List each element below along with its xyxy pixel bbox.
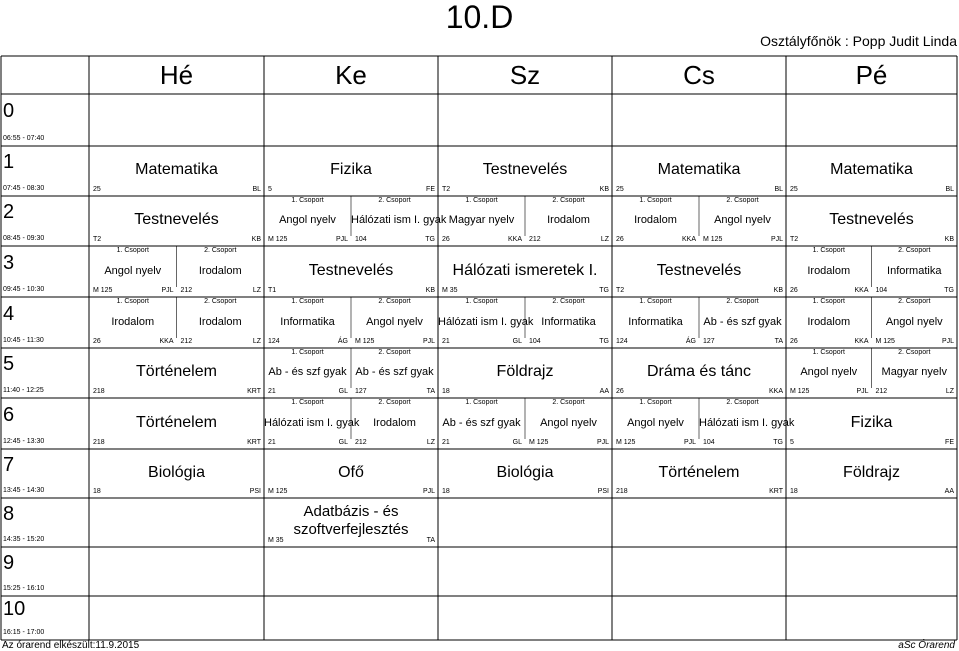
lesson-room: T1 <box>268 287 277 294</box>
group-label: 1. Csoport <box>291 399 324 406</box>
lesson-teacher: PJL <box>770 236 783 243</box>
lesson-room: 26 <box>616 388 624 395</box>
lesson-room: 21 <box>268 439 276 446</box>
class-title: 10.D <box>445 0 514 35</box>
lesson-teacher: LZ <box>426 439 435 446</box>
period-number: 5 <box>3 353 15 375</box>
lesson-room: 21 <box>442 338 450 345</box>
lesson-room: 212 <box>180 287 193 294</box>
group-label: 1. Csoport <box>465 298 498 305</box>
lesson-subject: Ofő <box>338 463 364 481</box>
group-label: 2. Csoport <box>552 197 585 204</box>
lesson-room: 124 <box>268 338 280 345</box>
lesson-room: 212 <box>180 338 193 345</box>
period-number: 6 <box>3 403 15 426</box>
lesson-room: T2 <box>442 186 451 193</box>
day-header-2: Sz <box>509 60 541 90</box>
day-header-4: Pé <box>855 60 888 90</box>
lesson-room: 25 <box>616 186 624 193</box>
lesson-subject: Ab - és szf gyak <box>703 315 782 328</box>
lesson-room: 212 <box>529 236 541 243</box>
lesson-room: M 125 <box>703 236 723 243</box>
lesson-teacher: PJL <box>596 439 609 446</box>
period-number: 3 <box>3 251 15 274</box>
period-time: 07:45 - 08:30 <box>3 185 45 192</box>
lesson-subject: Angol nyelv <box>366 315 423 328</box>
lesson-room: 212 <box>355 439 367 446</box>
period-time: 11:40 - 12:25 <box>3 387 44 394</box>
group-label: 2. Csoport <box>204 247 237 254</box>
lesson-teacher: PJL <box>422 338 435 345</box>
lesson-room: 26 <box>790 287 798 294</box>
lesson-subject: Biológia <box>148 463 205 481</box>
lesson-subject: Ab - és szf gyak <box>268 366 347 378</box>
lesson-subject: Informatika <box>280 315 335 328</box>
lesson-room: 104 <box>355 236 367 243</box>
lesson-subject: Ab - és szf gyak <box>355 366 434 378</box>
lesson-teacher: FE <box>945 439 954 446</box>
lesson-teacher: GL <box>512 439 522 446</box>
lesson-room: 5 <box>790 439 794 446</box>
lesson-teacher: KB <box>773 287 783 294</box>
group-label: 2. Csoport <box>726 399 759 406</box>
lesson-subject: Angol nyelv <box>104 264 162 277</box>
lesson-subject: Irodalom <box>547 214 590 226</box>
period-number: 9 <box>3 551 15 574</box>
lesson-subject: Angol nyelv <box>627 416 684 429</box>
lesson-teacher: PJL <box>683 439 696 446</box>
lesson-subject: Történelem <box>136 413 217 431</box>
lesson-subject: Adatbázis - és szoftverfejlesztés <box>293 502 409 538</box>
group-label: 1. Csoport <box>116 247 149 254</box>
lesson-room: 212 <box>875 388 888 395</box>
lesson-teacher: PJL <box>422 488 435 495</box>
lesson-subject: Történelem <box>136 363 217 380</box>
lesson-subject: Testnevelés <box>829 211 914 228</box>
lesson-room: M 125 <box>268 236 288 243</box>
lesson-subject: Dráma és tánc <box>646 363 752 380</box>
lesson-room: T2 <box>93 236 102 243</box>
lesson-room: M 125 <box>268 488 288 495</box>
lesson-subject: Biológia <box>496 463 554 481</box>
lesson-subject: Történelem <box>658 463 740 481</box>
period-number: 7 <box>3 453 15 476</box>
group-label: 1. Csoport <box>116 298 149 305</box>
lesson-subject: Irodalom <box>807 315 851 328</box>
lesson-subject: Matematika <box>830 161 913 178</box>
lesson-room: 26 <box>790 338 798 345</box>
period-time: 15:25 - 16:10 <box>3 585 45 592</box>
lesson-room: 21 <box>442 439 450 446</box>
period-time: 16:15 - 17:00 <box>3 629 45 636</box>
lesson-teacher: KRT <box>769 488 783 495</box>
lesson-teacher: ÁG <box>685 338 696 345</box>
group-label: 2. Csoport <box>378 197 411 204</box>
lesson-subject: Fizika <box>330 161 372 178</box>
group-label: 2. Csoport <box>552 298 585 305</box>
lesson-teacher: KKA <box>768 388 783 395</box>
lesson-subject: Magyar nyelv <box>448 214 515 226</box>
lesson-room: 104 <box>703 439 715 446</box>
lesson-teacher: PJL <box>335 236 348 243</box>
lesson-teacher: GL <box>338 439 348 446</box>
lesson-room: 104 <box>875 287 888 294</box>
period-number: 0 <box>3 100 15 122</box>
lesson-teacher: LZ <box>600 236 609 243</box>
lesson-subject: Ab - és szf gyak <box>442 416 521 429</box>
group-label: 2. Csoport <box>378 349 411 356</box>
period-time: 10:45 - 11:30 <box>3 337 44 344</box>
lesson-subject: Informatika <box>541 315 596 328</box>
period-number: 8 <box>3 502 15 525</box>
lesson-room: 5 <box>268 186 272 193</box>
group-label: 2. Csoport <box>726 197 759 204</box>
lesson-teacher: PJL <box>856 388 869 395</box>
lesson-teacher: KRT <box>247 388 261 395</box>
lesson-subject: Földrajz <box>843 463 900 481</box>
lesson-subject: Testnevelés <box>308 261 394 279</box>
day-header-1: Ke <box>335 60 367 90</box>
group-label: 1. Csoport <box>639 298 672 305</box>
lesson-teacher: LZ <box>252 287 261 294</box>
lesson-subject: Irodalom <box>634 214 677 226</box>
lesson-subject: Informatika <box>887 264 942 277</box>
group-label: 1. Csoport <box>465 399 498 406</box>
group-label: 2. Csoport <box>204 298 237 305</box>
lesson-room: 218 <box>93 439 105 446</box>
lesson-subject: Hálózati ism I. gyak <box>351 214 447 226</box>
lesson-teacher: TG <box>773 439 783 446</box>
period-number: 10 <box>3 598 26 620</box>
lesson-teacher: KKA <box>854 338 869 345</box>
lesson-teacher: KB <box>425 287 435 294</box>
footer-generated-date: Az órarend elkészült:11.9.2015 <box>2 640 140 651</box>
lesson-teacher: ÁG <box>337 338 348 345</box>
group-label: 1. Csoport <box>812 298 845 305</box>
day-header-3: Cs <box>683 60 715 90</box>
lesson-subject: Földrajz <box>496 363 554 380</box>
lesson-room: 18 <box>93 488 101 495</box>
lesson-teacher: GL <box>512 338 522 345</box>
lesson-teacher: KKA <box>854 287 869 294</box>
lesson-room: 104 <box>529 338 541 345</box>
period-time: 06:55 - 07:40 <box>3 135 45 142</box>
lesson-teacher: TA <box>774 338 783 345</box>
lesson-teacher: KB <box>599 186 609 193</box>
lesson-room: 18 <box>790 488 798 495</box>
group-label: 1. Csoport <box>291 197 324 204</box>
lesson-teacher: AA <box>944 488 954 495</box>
lesson-teacher: PJL <box>941 338 954 345</box>
lesson-room: 25 <box>93 186 101 193</box>
group-label: 1. Csoport <box>812 247 845 254</box>
lesson-room: 21 <box>268 388 276 395</box>
lesson-room: T2 <box>616 287 625 294</box>
lesson-room: M 125 <box>616 439 636 446</box>
lesson-teacher: TG <box>425 236 435 243</box>
lesson-teacher: FE <box>426 186 435 193</box>
period-time: 13:45 - 14:30 <box>3 487 45 494</box>
day-header-0: Hé <box>159 60 194 90</box>
lesson-room: 25 <box>790 186 798 193</box>
lesson-room: M 35 <box>442 287 458 294</box>
lesson-teacher: KKA <box>681 236 696 243</box>
lesson-room: 18 <box>442 388 450 395</box>
group-label: 2. Csoport <box>552 399 585 406</box>
lesson-teacher: BL <box>945 186 954 193</box>
group-label: 1. Csoport <box>639 197 672 204</box>
group-label: 2. Csoport <box>898 247 931 254</box>
group-label: 1. Csoport <box>291 349 324 356</box>
lesson-subject: Angol nyelv <box>800 366 858 378</box>
lesson-subject: Fizika <box>850 413 893 431</box>
lesson-subject: Irodalom <box>373 416 416 429</box>
lesson-subject: Angol nyelv <box>279 214 336 226</box>
lesson-teacher: PJL <box>161 287 174 294</box>
lesson-teacher: KKA <box>159 338 174 345</box>
group-label: 2. Csoport <box>378 399 411 406</box>
lesson-teacher: KB <box>251 236 261 243</box>
lesson-subject: Angol nyelv <box>540 416 597 429</box>
lesson-room: M 125 <box>93 287 113 294</box>
lesson-room: 26 <box>442 236 450 243</box>
lesson-room: T2 <box>790 236 799 243</box>
group-label: 1. Csoport <box>812 349 845 356</box>
lesson-teacher: TG <box>599 287 609 294</box>
group-label: 2. Csoport <box>898 298 931 305</box>
lesson-teacher: TA <box>426 388 435 395</box>
lesson-subject: Irodalom <box>198 264 242 277</box>
lesson-subject: Angol nyelv <box>885 315 943 328</box>
group-label: 1. Csoport <box>465 197 498 204</box>
lesson-room: 127 <box>703 338 715 345</box>
group-label: 2. Csoport <box>898 349 931 356</box>
lesson-room: 218 <box>93 388 105 395</box>
lesson-teacher: BL <box>774 186 783 193</box>
lesson-room: M 125 <box>529 439 549 446</box>
lesson-teacher: BL <box>252 186 261 193</box>
lesson-subject: Hálózati ism I. gyak <box>438 315 534 328</box>
lesson-subject: Matematika <box>657 161 741 178</box>
lesson-room: 124 <box>616 338 628 345</box>
lesson-teacher: TG <box>944 287 954 294</box>
lesson-teacher: KB <box>944 236 954 243</box>
lesson-teacher: AA <box>599 388 609 395</box>
lesson-room: 18 <box>442 488 450 495</box>
lesson-teacher: TA <box>426 537 435 544</box>
period-time: 12:45 - 13:30 <box>3 438 45 445</box>
lesson-subject: Hálózati ismeretek I. <box>452 261 598 279</box>
lesson-subject: Magyar nyelv <box>881 366 947 378</box>
lesson-subject: Testnevelés <box>656 261 742 279</box>
lesson-subject: Irodalom <box>111 315 155 328</box>
lesson-room: 26 <box>93 338 101 345</box>
lesson-room: M 125 <box>355 338 375 345</box>
lesson-teacher: LZ <box>252 338 261 345</box>
footer-brand: aSc Órarend <box>898 640 955 651</box>
lesson-teacher: TG <box>599 338 609 345</box>
group-label: 2. Csoport <box>726 298 759 305</box>
lesson-subject: Irodalom <box>807 264 851 277</box>
lesson-teacher: GL <box>338 388 348 395</box>
lesson-subject: Testnevelés <box>482 161 568 178</box>
lesson-teacher: PSI <box>597 488 609 495</box>
group-label: 2. Csoport <box>378 298 411 305</box>
period-number: 2 <box>3 201 15 223</box>
lesson-subject: Irodalom <box>198 315 242 328</box>
period-time: 08:45 - 09:30 <box>3 235 45 242</box>
lesson-subject: Angol nyelv <box>714 214 771 226</box>
period-number: 4 <box>3 302 15 325</box>
lesson-room: 127 <box>355 388 367 395</box>
lesson-subject: Testnevelés <box>134 211 219 228</box>
lesson-subject: Hálózati ism I. gyak <box>699 416 795 429</box>
lesson-subject: Matematika <box>135 161 218 178</box>
lesson-subject: Hálózati ism I. gyak <box>264 416 360 429</box>
class-teacher: Osztályfőnök : Popp Judit Linda <box>760 33 957 49</box>
lesson-room: M 35 <box>268 537 284 544</box>
lesson-teacher: LZ <box>945 388 954 395</box>
lesson-teacher: KKA <box>507 236 522 243</box>
lesson-room: 218 <box>616 488 628 495</box>
period-time: 09:45 - 10:30 <box>3 286 45 293</box>
lesson-room: M 125 <box>875 338 895 345</box>
period-number: 1 <box>3 151 15 173</box>
lesson-teacher: KRT <box>247 439 261 446</box>
group-label: 1. Csoport <box>639 399 672 406</box>
lesson-subject: Informatika <box>628 315 683 328</box>
lesson-teacher: PSI <box>249 488 261 495</box>
lesson-room: M 125 <box>790 388 810 395</box>
period-time: 14:35 - 15:20 <box>3 536 45 543</box>
lesson-room: 26 <box>616 236 624 243</box>
group-label: 1. Csoport <box>291 298 324 305</box>
